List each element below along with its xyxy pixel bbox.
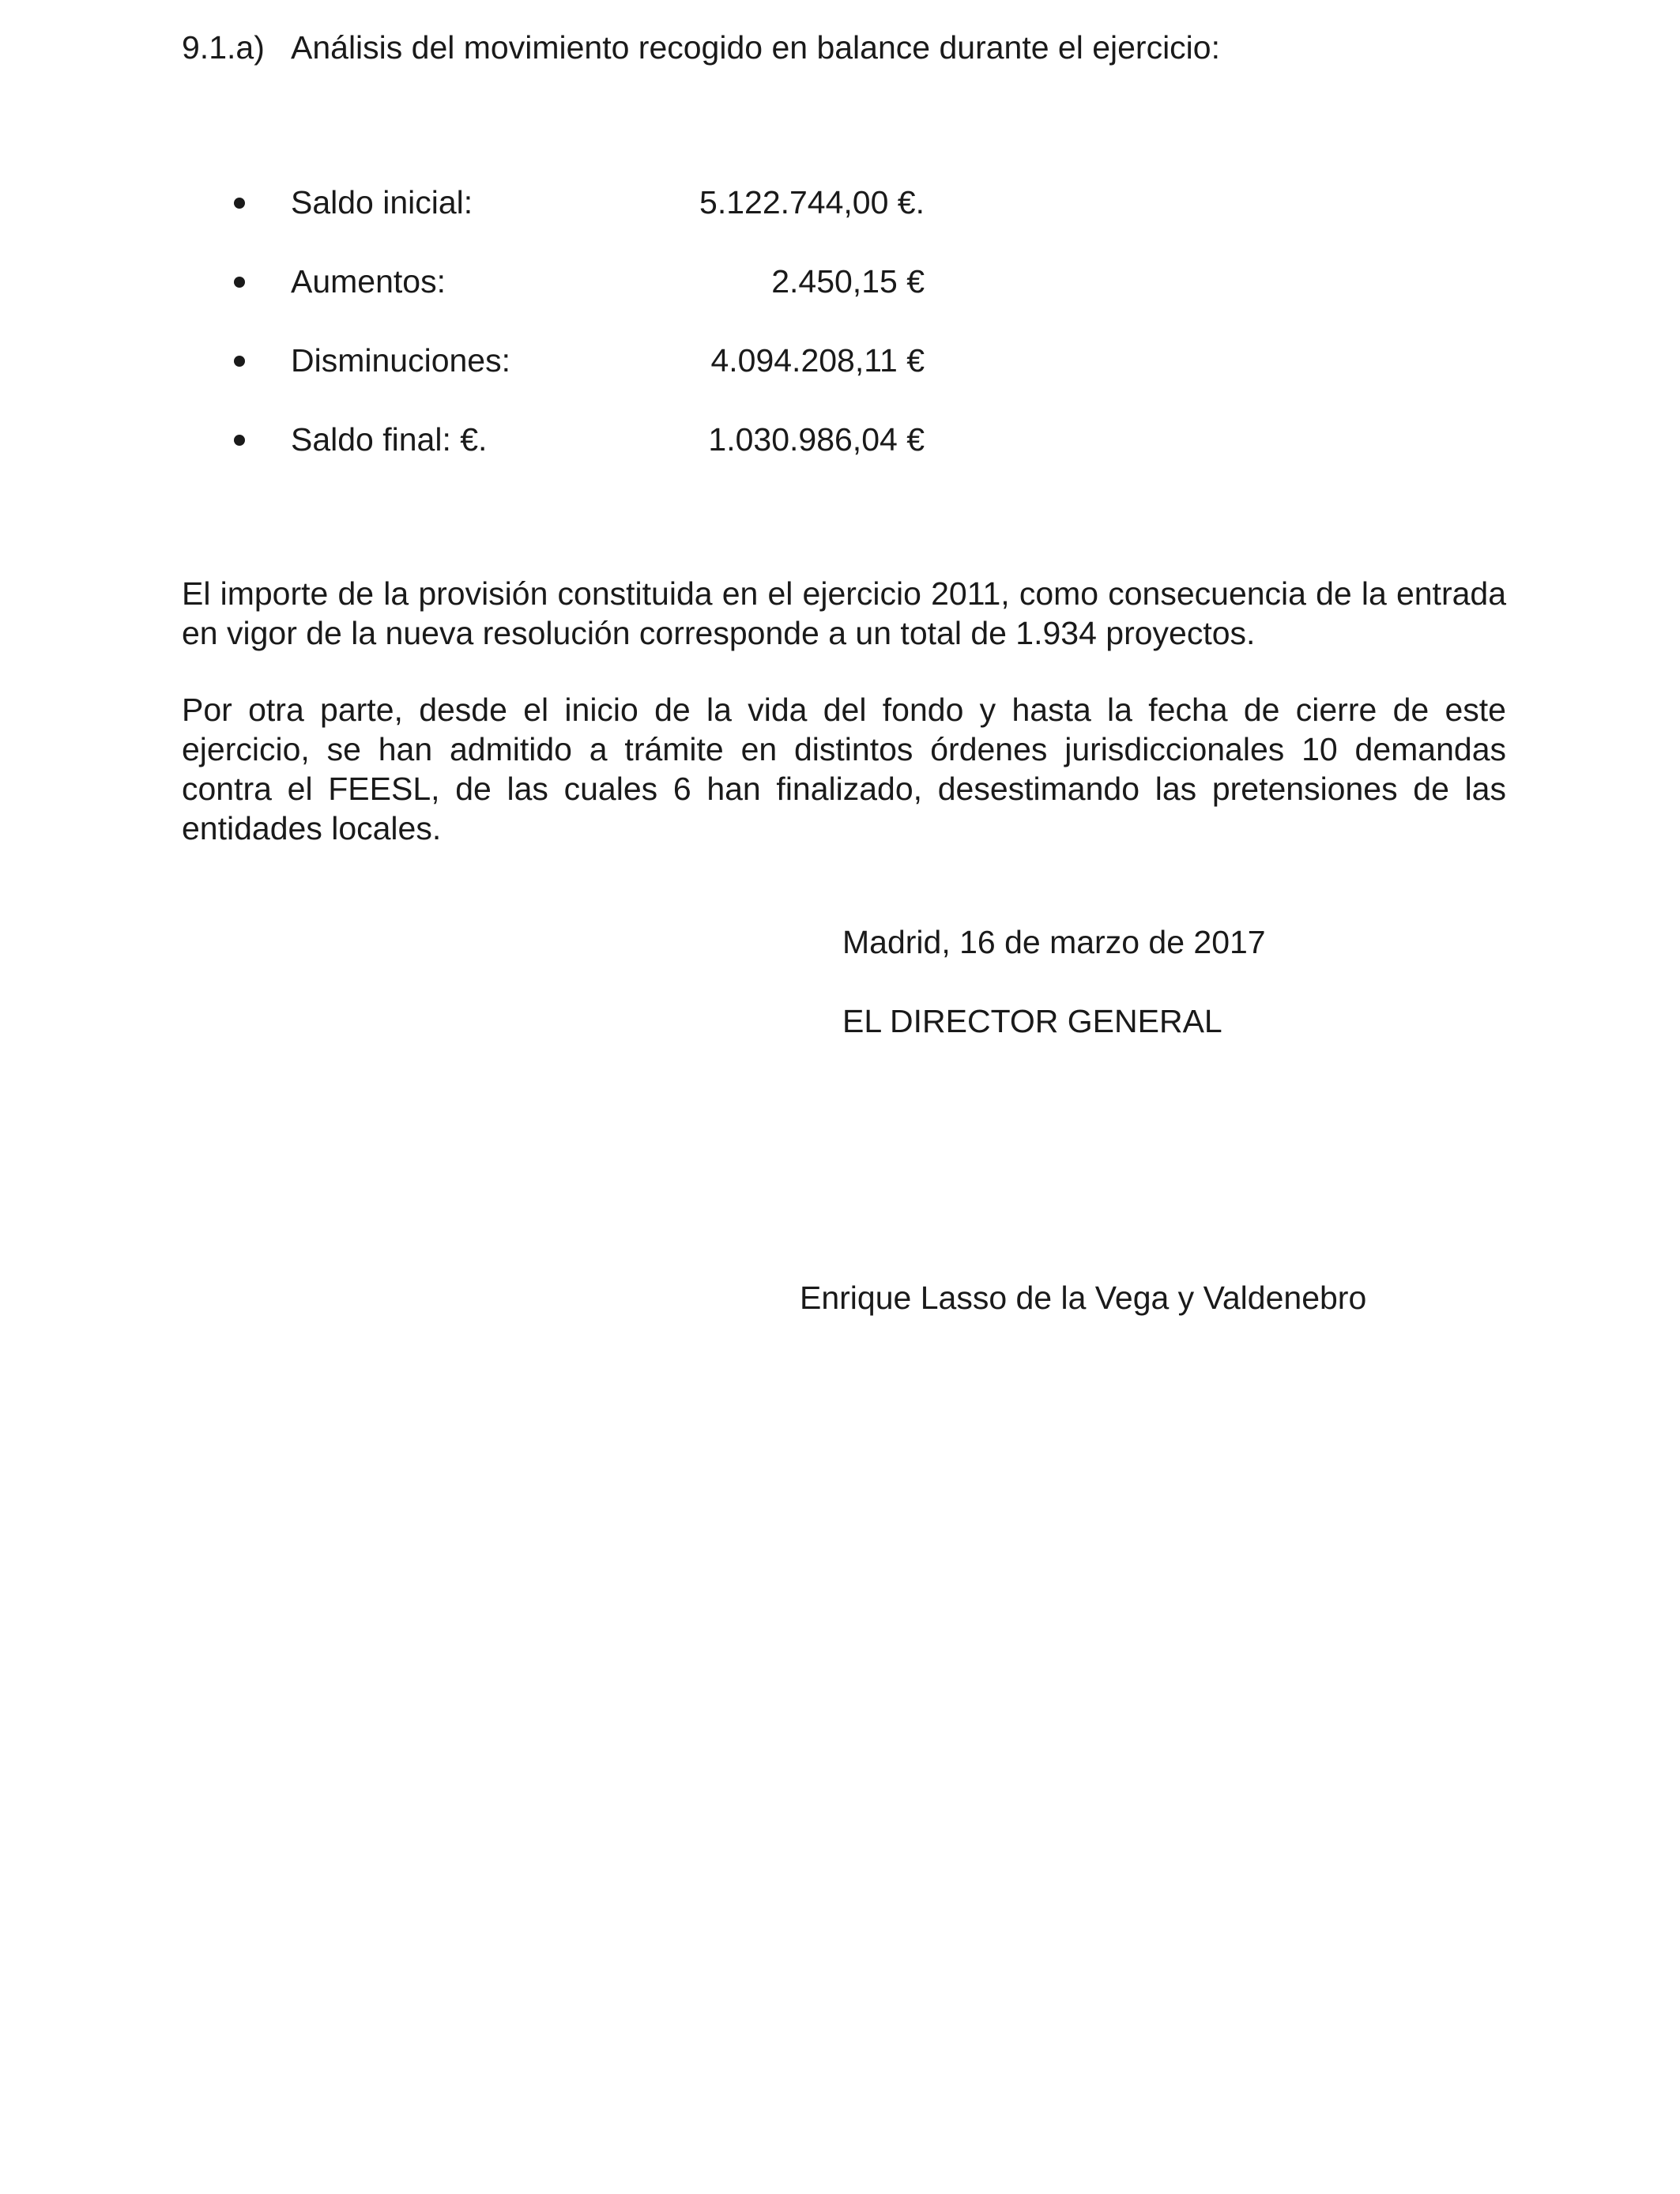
bullet-icon [234, 277, 245, 288]
movement-amount: 1.030.986,04 € [708, 421, 925, 458]
bullet-icon [234, 435, 245, 446]
movement-amount: 4.094.208,11 € [710, 342, 925, 379]
provision-paragraph: El importe de la provisión constituida en el ejercicio 2011, como consecuencia de la entrada en vigor de la nueva resolución corresponde a un total de 1.934 proyectos. [182, 575, 1506, 651]
place-date: Madrid, 16 de marzo de 2017 [842, 924, 1266, 960]
bullet-icon [234, 356, 245, 367]
movement-label: Saldo inicial: [291, 184, 473, 221]
signer-name: Enrique Lasso de la Vega y Valdenebro [800, 1280, 1367, 1316]
bullet-icon [234, 198, 245, 209]
section-title: Análisis del movimiento recogido en balance durante el ejercicio: [291, 29, 1220, 66]
movement-label: Saldo final: €. [291, 421, 488, 458]
movement-amount: 5.122.744,00 €. [699, 184, 925, 221]
section-number: 9.1.a) [182, 29, 265, 66]
movement-label: Aumentos: [291, 263, 446, 300]
lawsuits-paragraph: Por otra parte, desde el inicio de la vida del fondo y hasta la fecha de cierre de este ejercicio, se han admitido a trámite en distintos órdenes jurisdiccionales 10 demandas contra el FEESL, de las cuales 6 han finalizado, desestimando las pretensiones de las entidades locales. [182, 692, 1506, 846]
movement-label: Disminuciones: [291, 342, 510, 379]
movement-amount: 2.450,15 € [771, 263, 925, 300]
signer-title: EL DIRECTOR GENERAL [842, 1003, 1222, 1039]
section-heading [182, 24, 1220, 71]
